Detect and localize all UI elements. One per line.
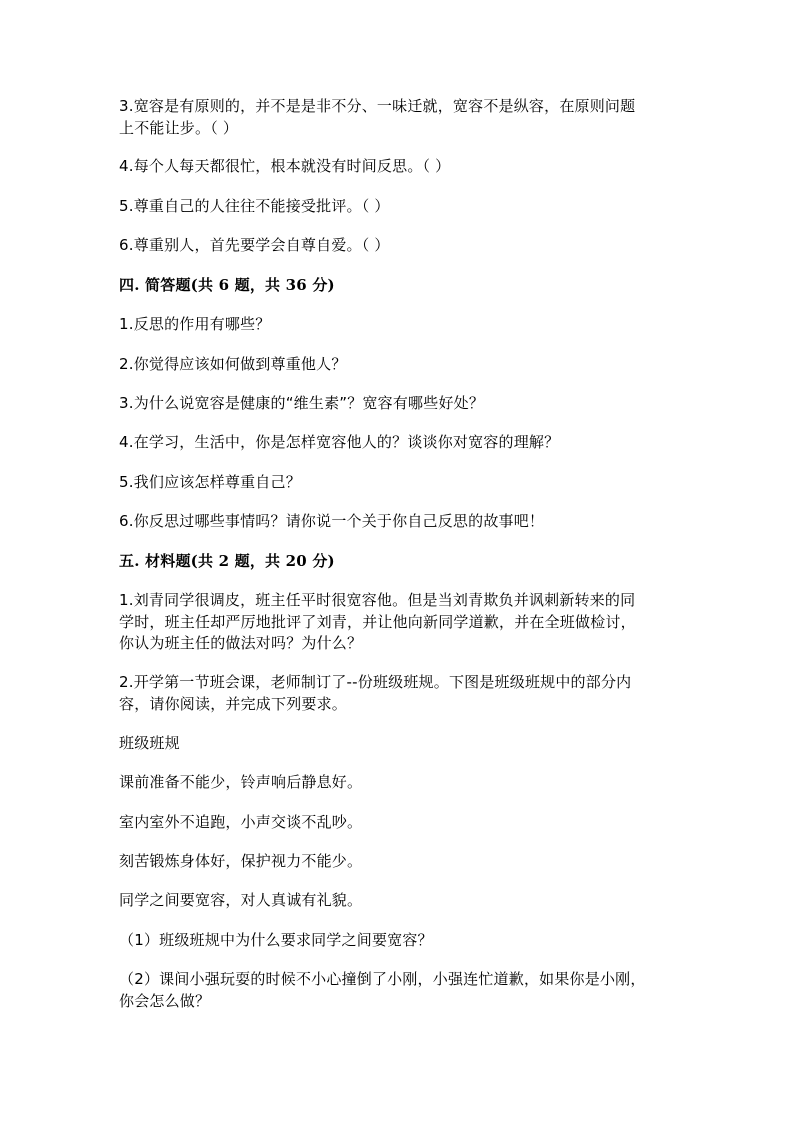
short-answer-question-2: 2.你觉得应该如何做到尊重他人？ <box>119 355 347 373</box>
sub-question-2-line-2: 你会怎么做？ <box>119 992 211 1010</box>
material-question-1-line-3: 你认为班主任的做法对吗？为什么？ <box>119 634 363 652</box>
sub-question-1: （1）班级班规中为什么要求同学之间要宽容？ <box>119 931 433 949</box>
short-answer-question-3: 3.为什么说宽容是健康的“维生素”？宽容有哪些好处？ <box>119 394 485 412</box>
section-4-heading: 四. 简答题(共 6 题，共 36 分) <box>119 276 335 294</box>
short-answer-question-6: 6.你反思过哪些事情吗？请你说一个关于你自己反思的故事吧！ <box>119 512 545 530</box>
tf-question-3-line-1: 3.宽容是有原则的，并不是是非不分、一味迁就，宽容不是纵容，在原则问题 <box>119 97 636 115</box>
sub-question-2-line-1: （2）课间小强玩耍的时候不小心撞倒了小刚，小强连忙道歉，如果你是小刚， <box>119 970 646 988</box>
rules-title: 班级班规 <box>119 734 180 752</box>
short-answer-question-1: 1.反思的作用有哪些？ <box>119 315 271 333</box>
material-question-2-line-2: 容，请你阅读，并完成下列要求。 <box>119 695 348 713</box>
rule-3: 刻苦锻炼身体好，保护视力不能少。 <box>119 852 363 870</box>
material-question-1-line-2: 学时，班主任却严厉地批评了刘青，并让他向新同学道歉，并在全班做检讨， <box>119 613 636 631</box>
material-question-2-line-1: 2.开学第一节班会课，老师制订了--份班级班规。下图是班级班规中的部分内 <box>119 673 632 691</box>
tf-question-3-line-2: 上不能让步。（ ） <box>119 119 239 137</box>
section-5-heading: 五. 材料题(共 2 题，共 20 分) <box>119 552 335 570</box>
short-answer-question-4: 4.在学习，生活中，你是怎样宽容他人的？谈谈你对宽容的理解？ <box>119 433 560 451</box>
rule-4: 同学之间要宽容，对人真诚有礼貌。 <box>119 891 363 909</box>
rule-1: 课前准备不能少，铃声响后静息好。 <box>119 773 363 791</box>
tf-question-4: 4.每个人每天都很忙，根本就没有时间反思。（ ） <box>119 157 451 175</box>
rule-2: 室内室外不追跑，小声交谈不乱吵。 <box>119 813 363 831</box>
tf-question-5: 5.尊重自己的人往往不能接受批评。（ ） <box>119 197 390 215</box>
tf-question-6: 6.尊重别人，首先要学会自尊自爱。（ ） <box>119 236 390 254</box>
material-question-1-line-1: 1.刘青同学很调皮，班主任平时很宽容他。但是当刘青欺负并讽刺新转来的同 <box>119 591 636 609</box>
short-answer-question-5: 5.我们应该怎样尊重自己？ <box>119 473 301 491</box>
